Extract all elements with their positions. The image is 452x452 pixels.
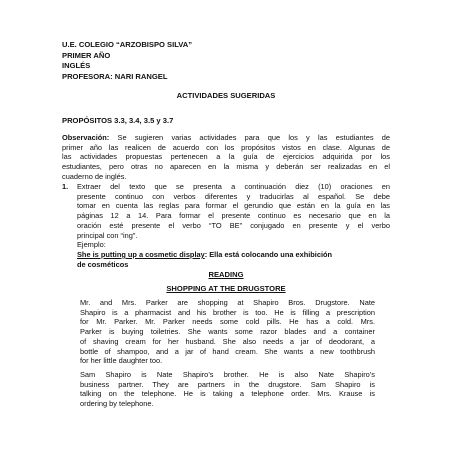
reading-line: of shaving cream for her husband. She also needs a jar of deodorant, a xyxy=(80,336,375,346)
reading-line: Sam Shapiro is Nate Shapiro’s brother. He is also Nate Shapiro’s xyxy=(80,370,375,379)
observation-paragraph xyxy=(62,133,390,182)
observation-label: Observación: xyxy=(62,133,110,142)
reading-line: bottle of shampoo, and a jar of hand cream. She wants a new toothbrush xyxy=(80,346,375,356)
reading-paragraph-1 xyxy=(80,298,375,366)
reading-line: business partner. They are partners in the drugstore. Sam Shapiro is xyxy=(80,379,375,389)
observation-line: estudiantes, pero otras no aparecen en la misma y deberán ser realizadas en el xyxy=(62,162,390,172)
subject-name: INGLÉS xyxy=(62,61,91,70)
purposes-heading: PROPÓSITOS 3.3, 3.4, 3.5 y 3.7 xyxy=(62,116,174,125)
school-name: U.E. COLEGIO “ARZOBISPO SILVA” xyxy=(62,40,193,49)
reading-line: talking on the telephone. He is taking a telephone order. Mrs. Krause is xyxy=(80,389,375,399)
reading-line: Parker is buying toiletries. She wants some razor blades and a container xyxy=(80,327,375,337)
reading-title: SHOPPING AT THE DRUGSTORE xyxy=(166,284,286,293)
reading-line: for her little daughter too. xyxy=(80,356,163,366)
example-spanish: : Ella está colocando una exhibición xyxy=(204,249,333,259)
item-number: 1. xyxy=(62,182,69,191)
observation-line: primer año las realicen de acuerdo con los propósitos vistos en clase. Algunas de xyxy=(62,142,390,152)
reading-paragraph-2 xyxy=(80,370,375,409)
reading-line: ordering by telephone. xyxy=(80,399,154,409)
item-line: tomar en cuenta las reglas para formar el gerundio que están en la guía en las xyxy=(77,201,390,211)
teacher-name: PROFESORA: NARI RANGEL xyxy=(62,71,168,81)
reading-line: for Mr. Parker. Mr. Parker needs some cold pills. He has a cold. Mrs. xyxy=(80,317,375,327)
reading-label: READING xyxy=(208,270,244,279)
item-line: presente continuo con verbos diferentes y traducirlas al español. Se debe xyxy=(77,191,390,201)
example-sentence xyxy=(77,250,390,260)
reading-line: Shapiro is a pharmacist and his brother is too. He is filling a prescription xyxy=(80,307,375,317)
example-spanish-continued: de cosméticos xyxy=(77,259,129,269)
example-label: Ejemplo: xyxy=(77,240,106,250)
observation-line: cuaderno de inglés. xyxy=(62,171,127,181)
activities-title: ACTIVIDADES SUGERIDAS xyxy=(176,91,276,100)
item-line: oración esté presente el verbo “TO BE” conjugado en presente y el verbo xyxy=(77,220,390,230)
grade-level: PRIMER AÑO xyxy=(62,50,111,60)
example-english: She is putting up a cosmetic display xyxy=(77,249,205,259)
item-line: Extraer del texto que se presenta a continuación diez (10) oraciones en xyxy=(77,182,390,191)
observation-line: Se sugieren varias actividades para que los y las estudiantes de xyxy=(109,133,390,142)
item-line: principal con “ing”. xyxy=(77,230,138,240)
item-line: páginas 12 a 14. Para formar el presente continuo es necesario que en la xyxy=(77,211,390,221)
item-1-paragraph xyxy=(77,182,390,269)
reading-line: Mr. and Mrs. Parker are shopping at Shapiro Bros. Drugstore. Nate xyxy=(80,298,375,307)
document-header xyxy=(62,40,192,82)
observation-line: las actividades propuestas pertenecen a la guía de ejercicios adquirida por los xyxy=(62,152,390,162)
